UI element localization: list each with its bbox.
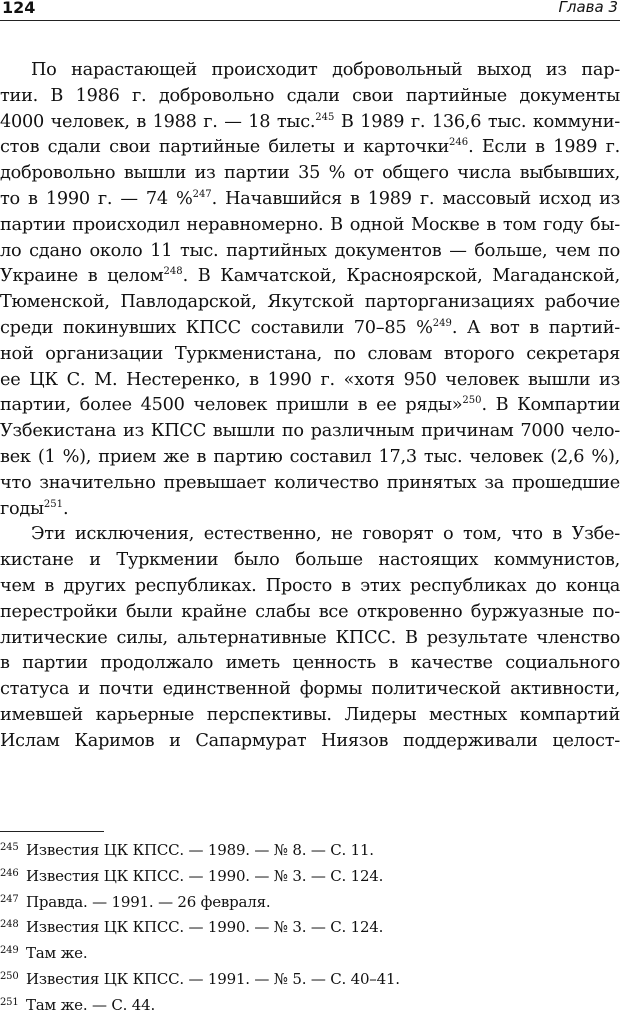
line-text: литические силы, альтернативные КПСС. В результате членство bbox=[0, 627, 620, 648]
line-text: . А вот в партий- bbox=[451, 317, 620, 338]
text-line bbox=[0, 368, 620, 394]
line-text: В 1989 г. 136,6 тыс. коммуни- bbox=[334, 111, 620, 132]
footnote-text: Известия ЦК КПСС. — 1990. — № 3. — С. 124. bbox=[26, 918, 384, 937]
text-line bbox=[0, 110, 620, 136]
line-text: статуса и почти единственной формы политической активности, bbox=[0, 679, 620, 700]
footnote-reference: 245 bbox=[315, 111, 335, 123]
footnote: 249 Там же. bbox=[0, 944, 88, 963]
line-text: Эти исключения, естественно, не говорят о том, что в Узбе- bbox=[31, 524, 620, 545]
body-text bbox=[0, 58, 620, 755]
text-line bbox=[0, 187, 620, 213]
footnote: 248 Известия ЦК КПСС. — 1990. — № 3. — С. 124. bbox=[0, 918, 384, 937]
footnotes bbox=[0, 838, 620, 1019]
line-text: партии, более 4500 человек пришли в ее ряды» bbox=[0, 395, 463, 416]
line-text: ло сдано около 11 тыс. партийных документов — больше, чем по bbox=[0, 240, 620, 261]
text-line bbox=[0, 290, 620, 316]
text-line bbox=[0, 316, 620, 342]
footnote: 250 Известия ЦК КПСС. — 1991. — № 5. — С. 40–41. bbox=[0, 969, 400, 988]
text-line bbox=[0, 58, 620, 84]
footnote: 246 Известия ЦК КПСС. — 1990. — № 3. — С. 124. bbox=[0, 866, 384, 885]
text-line bbox=[0, 574, 620, 600]
footnote-reference: 246 bbox=[449, 137, 469, 149]
line-text: ной организации Туркменистана, по словам второго секретаря bbox=[0, 343, 620, 364]
paragraph bbox=[0, 522, 620, 754]
text-line bbox=[0, 626, 620, 652]
line-text: ее ЦК С. М. Нестеренко, в 1990 г. «хотя 950 человек вышли из bbox=[0, 369, 620, 390]
footnote-text: Там же. bbox=[26, 944, 88, 963]
text-line bbox=[0, 677, 620, 703]
footnote-reference: 249 bbox=[432, 317, 452, 329]
text-line bbox=[0, 161, 620, 187]
footnote-text: Правда. — 1991. — 26 февраля. bbox=[26, 892, 271, 911]
line-text: По нарастающей происходит добровольный выход из пар- bbox=[31, 60, 620, 80]
footnote-reference: 248 bbox=[163, 266, 183, 278]
line-text: . bbox=[62, 498, 69, 519]
line-text: . Если в 1989 г. bbox=[468, 137, 620, 158]
line-text: . Начавшийся в 1989 г. массовый исход из bbox=[211, 188, 620, 209]
line-text: чем в других республиках. Просто в этих республиках до конца bbox=[0, 575, 620, 596]
text-line bbox=[0, 239, 620, 265]
line-text: век (1 %), прием же в партию составил 17,3 тыс. человек (2,6 %), bbox=[0, 446, 620, 467]
text-line bbox=[0, 84, 620, 110]
text-line bbox=[0, 135, 620, 161]
line-text: добровольно вышли из партии 35 % от общего числа выбывших, bbox=[0, 163, 620, 184]
footnote: 245 Известия ЦК КПСС. — 1989. — № 8. — С. 11. bbox=[0, 841, 374, 859]
line-text: имевшей карьерные перспективы. Лидеры местных компартий bbox=[0, 704, 620, 725]
text-line bbox=[0, 703, 620, 729]
line-text: партии происходил неравномерно. В одной Москве в том году бы- bbox=[0, 214, 620, 235]
line-text: . В Камчатской, Красноярской, Магаданской, bbox=[182, 266, 620, 287]
line-text: кистане и Туркмении было больше настоящих коммунистов, bbox=[0, 550, 620, 571]
footnote-text: Известия ЦК КПСС. — 1990. — № 3. — С. 124. bbox=[26, 866, 384, 885]
line-text: . В Компартии bbox=[481, 395, 620, 416]
line-text: стов сдали свои партийные билеты и карточки bbox=[0, 137, 450, 158]
line-text: перестройки были крайне слабы все откровенно буржуазные по- bbox=[0, 601, 620, 622]
footnote: 247 Правда. — 1991. — 26 февраля. bbox=[0, 892, 271, 911]
text-line bbox=[0, 651, 620, 677]
footnote-text: Известия ЦК КПСС. — 1989. — № 8. — С. 11. bbox=[26, 841, 374, 859]
text-line bbox=[0, 548, 620, 574]
footnote-text: Известия ЦК КПСС. — 1991. — № 5. — С. 40–41. bbox=[26, 969, 400, 988]
text-line bbox=[0, 264, 620, 290]
text-line bbox=[0, 471, 620, 497]
page-number: 124 bbox=[2, 0, 36, 17]
line-text: то в 1990 г. — 74 % bbox=[0, 188, 193, 209]
footnote-reference: 250 bbox=[462, 395, 482, 407]
paragraph bbox=[0, 58, 620, 522]
text-line bbox=[0, 445, 620, 471]
text-line bbox=[0, 342, 620, 368]
line-text: Ислам Каримов и Сапармурат Ниязов поддерживали целост- bbox=[0, 730, 620, 751]
footnote-reference: 251 bbox=[43, 498, 63, 510]
line-text: Украине в целом bbox=[0, 266, 164, 287]
footnote-divider bbox=[0, 831, 104, 832]
running-header bbox=[0, 0, 620, 21]
text-line bbox=[0, 419, 620, 445]
line-text: Тюменской, Павлодарской, Якутской парторганизациях рабочие bbox=[0, 292, 620, 313]
footnote-reference: 247 bbox=[192, 188, 212, 200]
line-text: Узбекистана из КПСС вышли по различным причинам 7000 чело- bbox=[0, 421, 620, 442]
text-line bbox=[0, 522, 620, 548]
line-text: тии. В 1986 г. добровольно сдали свои партийные документы bbox=[0, 85, 620, 106]
chapter-title: Глава 3 bbox=[558, 0, 618, 16]
footnote: 251 Там же. — С. 44. bbox=[0, 995, 156, 1014]
text-line bbox=[0, 213, 620, 239]
line-text: что значительно превышает количество принятых за прошедшие bbox=[0, 472, 620, 493]
line-text: 4000 человек, в 1988 г. — 18 тыс. bbox=[0, 111, 316, 132]
text-line bbox=[0, 729, 620, 755]
text-line bbox=[0, 600, 620, 626]
text-line bbox=[0, 393, 620, 419]
line-text: в партии продолжало иметь ценность в качестве социального bbox=[0, 653, 620, 674]
footnote-text: Там же. — С. 44. bbox=[26, 995, 156, 1014]
line-text: среди покинувших КПСС составили 70–85 % bbox=[0, 317, 433, 338]
text-line bbox=[0, 497, 620, 523]
line-text: годы bbox=[0, 498, 44, 519]
